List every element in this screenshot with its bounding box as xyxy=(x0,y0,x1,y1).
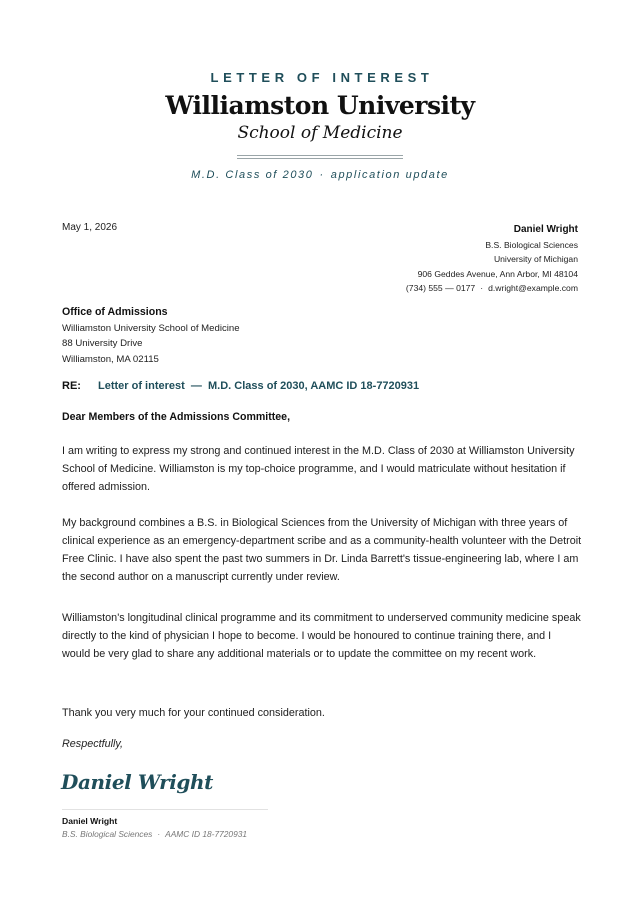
subject-label: RE: xyxy=(62,380,81,392)
sender-degree: B.S. Biological Sciences xyxy=(485,239,578,250)
signatory-details xyxy=(62,829,247,839)
body-paragraph: Williamston's longitudinal clinical programme and its commitment to underserved community medicine speak directly to the kind of physician I hope to become. I would be honoured to continue training there, and I would be very glad to share any additional materials or to update the committee on my recent work. xyxy=(62,612,581,660)
sender-phone: (734) 555 — 0177 xyxy=(405,283,476,293)
sender-address: 906 Geddes Avenue, Ann Arbor, MI 48104 xyxy=(417,268,578,279)
sender-contact xyxy=(406,281,578,296)
subject-line xyxy=(62,380,419,392)
sender-email: d.wright@example.com xyxy=(488,283,578,293)
header-divider xyxy=(237,155,403,159)
sender-name: Daniel Wright xyxy=(513,224,578,235)
salutation: Dear Members of the Admissions Committee, xyxy=(62,411,291,423)
program-status: application update xyxy=(330,169,449,181)
signatory-degree: B.S. Biological Sciences xyxy=(62,829,153,839)
valediction: Respectfully, xyxy=(62,738,124,750)
signatory-separator: · xyxy=(157,829,161,839)
program-separator: · xyxy=(319,169,325,181)
sender-block xyxy=(406,223,578,296)
handwritten-signature: Daniel Wright xyxy=(61,770,213,794)
closing-sentence: Thank you very much for your continued consideration. xyxy=(62,707,325,719)
signatory-name: Daniel Wright xyxy=(62,816,118,826)
university-name: Williamston University xyxy=(165,91,475,120)
recipient-office: Office of Admissions xyxy=(62,306,168,318)
subject-text: Letter of interest — M.D. Class of 2030, AAMC ID 18-7720931 xyxy=(98,380,420,392)
body-paragraph: My background combines a B.S. in Biological Sciences from the University of Michigan with three years of clinical experience as an emergency-department scribe and as a community-health volunteer with the Detroit Free Clinic. I have also spent the past two summers in Dr. Linda Barrett's tissue-engineering lab, where I am the second author on a manuscript currently under review. xyxy=(62,517,582,583)
document-kicker: LETTER OF INTEREST xyxy=(210,70,434,85)
recipient-city: Williamston, MA 02115 xyxy=(62,353,159,365)
signatory-aamc-id: AAMC ID 18-7720931 xyxy=(165,829,248,839)
letterhead xyxy=(0,70,640,181)
letter-date: May 1, 2026 xyxy=(62,222,118,233)
contact-separator: · xyxy=(480,283,484,293)
program-line xyxy=(0,169,640,181)
recipient-block xyxy=(62,305,240,367)
recipient-institution: Williamston University School of Medicine xyxy=(62,322,240,334)
school-name: School of Medicine xyxy=(237,123,403,143)
signature-divider xyxy=(62,809,268,810)
body-paragraph: I am writing to express my strong and continued interest in the M.D. Class of 2030 at Williamston University School of Medicine. Williamston is my top-choice programme, and I would matriculate without hesitation if offered admission. xyxy=(62,445,575,493)
program-name: M.D. Class of 2030 xyxy=(191,169,314,181)
recipient-street: 88 University Drive xyxy=(62,338,143,349)
sender-institution: University of Michigan xyxy=(493,254,578,264)
